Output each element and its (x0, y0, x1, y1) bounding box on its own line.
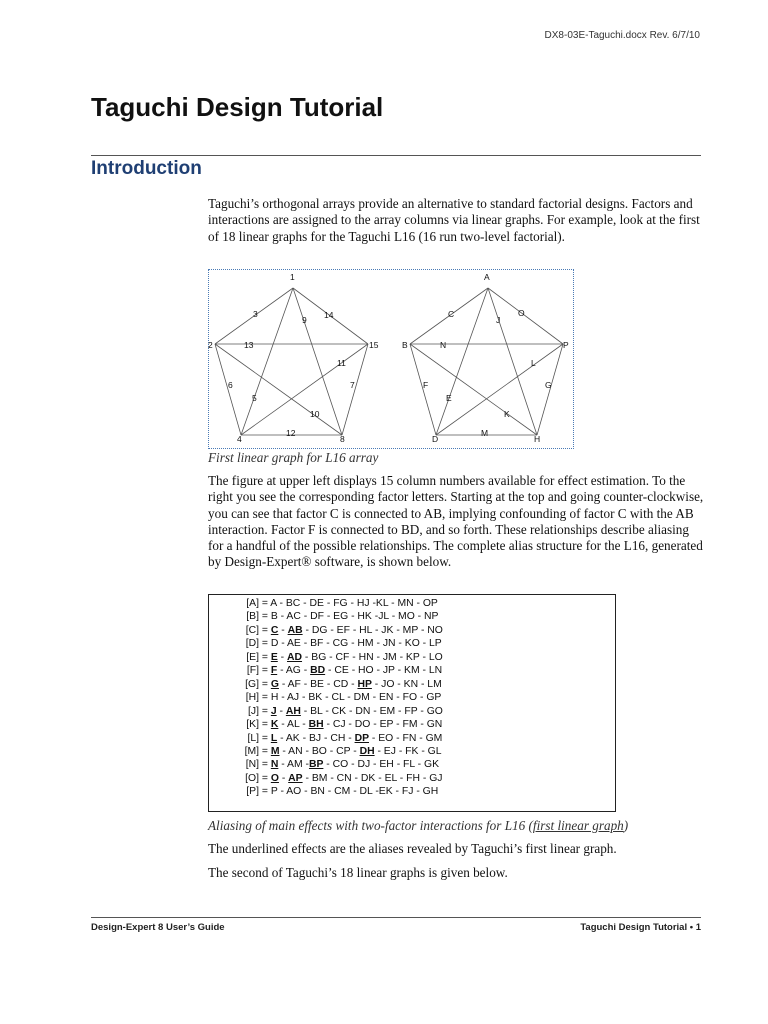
alias-key: [D] (245, 638, 259, 650)
alias-key: [G] (245, 678, 259, 690)
second-graph-note: The second of Taguchi’s 18 linear graphs is given below. (208, 865, 508, 880)
edge-label-14: 14 (324, 310, 334, 320)
alias-key: [C] (245, 624, 259, 636)
underlined-alias: G (270, 678, 279, 690)
underlined-alias: AH (285, 705, 301, 717)
alias-key: [J] (248, 705, 259, 717)
alias-caption-suffix: ) (623, 818, 629, 833)
underlined-alias: BH (308, 719, 324, 731)
underlined-alias: E (270, 651, 278, 663)
alias-effects: = G - AF - BE - CD - HP - JO - KN - LM (259, 678, 442, 690)
edge-label-F: F (423, 380, 429, 390)
underlined-alias: AD (287, 651, 303, 663)
underlined-alias: F (270, 665, 278, 677)
alias-row (209, 651, 615, 664)
alias-effects: = C - AB - DG - EF - HL - JK - MP - NO (259, 624, 443, 636)
alias-effects: = D - AE - BF - CG - HM - JN - KO - LP (259, 638, 442, 650)
underlined-alias: AP (288, 772, 303, 784)
alias-effects: = N - AM -BP - CO - DJ - EH - FL - GK (259, 759, 440, 771)
alias-key: [F] (246, 665, 259, 677)
edge-label-L: L (531, 358, 536, 368)
vertex-label-2: 2 (208, 340, 213, 350)
alias-row (209, 718, 615, 731)
alias-effects: = K - AL - BH - CJ - DO - EP - FM - GN (259, 719, 443, 731)
underlined-alias: DH (359, 745, 375, 757)
alias-row (209, 732, 615, 745)
alias-key: [B] (246, 611, 259, 623)
edge-label-C: C (448, 309, 455, 319)
alias-key: [E] (246, 651, 259, 663)
underlined-alias: L (270, 732, 278, 744)
vertex-label-8: 8 (340, 434, 345, 444)
edge-label-J: J (496, 315, 501, 325)
alias-key: [N] (245, 759, 259, 771)
alias-key: [P] (246, 786, 259, 798)
edge-label-3: 3 (253, 309, 258, 319)
footer-left: Design-Expert 8 User’s Guide (91, 922, 225, 933)
vertex-label-P: P (563, 340, 569, 350)
alias-row (209, 610, 615, 623)
edge-label-6: 6 (228, 380, 233, 390)
underlined-alias: J (270, 705, 277, 717)
alias-key: [K] (246, 719, 259, 731)
alias-row (209, 624, 615, 637)
footer-rule (91, 917, 701, 918)
edge-label-12: 12 (286, 428, 296, 438)
vertex-label-B: B (402, 340, 408, 350)
edge-label-E: E (446, 393, 452, 403)
alias-effects: = A - BC - DE - FG - HJ -KL - MN - OP (259, 598, 438, 609)
vertex-label-1: 1 (290, 272, 295, 282)
first-linear-graph-link[interactable]: first linear graph (532, 818, 624, 833)
alias-effects: = M - AN - BO - CP - DH - EJ - FK - GL (259, 745, 442, 757)
alias-row (209, 678, 615, 691)
alias-table (208, 594, 616, 812)
vertex-label-15: 15 (369, 340, 379, 350)
vertex-label-A: A (484, 272, 490, 282)
underlined-alias: C (270, 624, 279, 636)
intro-paragraph: Taguchi’s orthogonal arrays provide an alternative to standard factorial designs. Factors and interactions are assigned to the array columns via linear graphs. For example, look at the first of 18 linear graphs for the Taguchi L16 (16 run two-level factorial). (208, 196, 700, 244)
alias-effects: = H - AJ - BK - CL - DM - EN - FO - GP (259, 692, 442, 704)
edge-label-11: 11 (337, 358, 346, 368)
vertex-label-4: 4 (237, 434, 242, 444)
underlined-alias: K (270, 719, 279, 731)
alias-caption-prefix: Aliasing of main effects with two-factor interactions for L16 ( (208, 818, 533, 833)
alias-effects: = O - AP - BM - CN - DK - EL - FH - GJ (259, 772, 443, 784)
document-revision: DX8-03E-Taguchi.docx Rev. 6/7/10 (544, 30, 700, 41)
heading-rule (91, 155, 701, 156)
alias-key: [A] (246, 598, 259, 609)
alias-effects: = L - AK - BJ - CH - DP - EO - FN - GM (259, 732, 443, 744)
underlined-alias: DP (354, 732, 369, 744)
underlined-effects-note: The underlined effects are the aliases revealed by Taguchi’s first linear graph. (208, 841, 617, 856)
edge-label-O: O (518, 308, 525, 318)
alias-key: [H] (245, 692, 259, 704)
alias-effects: = P - AO - BN - CM - DL -EK - FJ - GH (259, 786, 439, 798)
alias-caption (208, 818, 628, 834)
edge-label-G: G (545, 380, 552, 390)
underlined-alias: BP (308, 759, 324, 771)
underlined-alias: M (270, 745, 280, 757)
alias-effects: = B - AC - DF - EG - HK -JL - MO - NP (259, 611, 439, 623)
alias-key: [O] (245, 772, 259, 784)
underlined-alias: O (270, 772, 279, 784)
page-title: Taguchi Design Tutorial (91, 92, 384, 122)
underlined-alias: N (270, 759, 279, 771)
alias-row (209, 691, 615, 704)
edge-label-5: 5 (252, 393, 257, 403)
alias-row (209, 597, 615, 610)
alias-row (209, 637, 615, 650)
body-paragraph: The figure at upper left displays 15 column numbers available for effect estimation. To the right you see the corresponding factor letters. Starting at the top and going counter-clockwise, you can see that factor C is connected to AB, implying confounding of factor C with the AB interaction. Factor F is connected to BD, and so forth. These relationships describe aliasing for a handful of the possible relationships. The complete alias structure for the L16, generated by Design-Expert® software, is shown below. (208, 473, 704, 570)
section-heading: Introduction (91, 158, 202, 179)
vertex-label-H: H (534, 434, 541, 444)
edge-label-N: N (440, 340, 447, 350)
alias-effects: = E - AD - BG - CF - HN - JM - KP - LO (259, 651, 443, 663)
alias-row (209, 758, 615, 771)
vertex-label-D: D (432, 434, 439, 444)
linear-graph-svg (209, 270, 573, 448)
linear-graph-figure (208, 269, 574, 449)
alias-row (209, 785, 615, 798)
edge-label-K: K (504, 409, 510, 419)
alias-effects: = F - AG - BD - CE - HO - JP - KM - LN (259, 665, 443, 677)
alias-key: [L] (247, 732, 259, 744)
edge-label-7: 7 (350, 380, 355, 390)
edge-label-10: 10 (310, 409, 320, 419)
alias-row (209, 745, 615, 758)
alias-effects: = J - AH - BL - CK - DN - EM - FP - GO (259, 705, 443, 717)
edge-label-M: M (481, 428, 489, 438)
alias-row (209, 705, 615, 718)
edge-label-9: 9 (302, 315, 307, 325)
underlined-alias: HP (357, 678, 372, 690)
underlined-alias: BD (310, 665, 326, 677)
alias-key: [M] (244, 745, 259, 757)
alias-row (209, 772, 615, 785)
footer-right: Taguchi Design Tutorial • 1 (580, 922, 701, 933)
edge-label-13: 13 (244, 340, 254, 350)
figure-caption: First linear graph for L16 array (208, 450, 379, 465)
underlined-alias: AB (287, 624, 303, 636)
alias-row (209, 664, 615, 677)
